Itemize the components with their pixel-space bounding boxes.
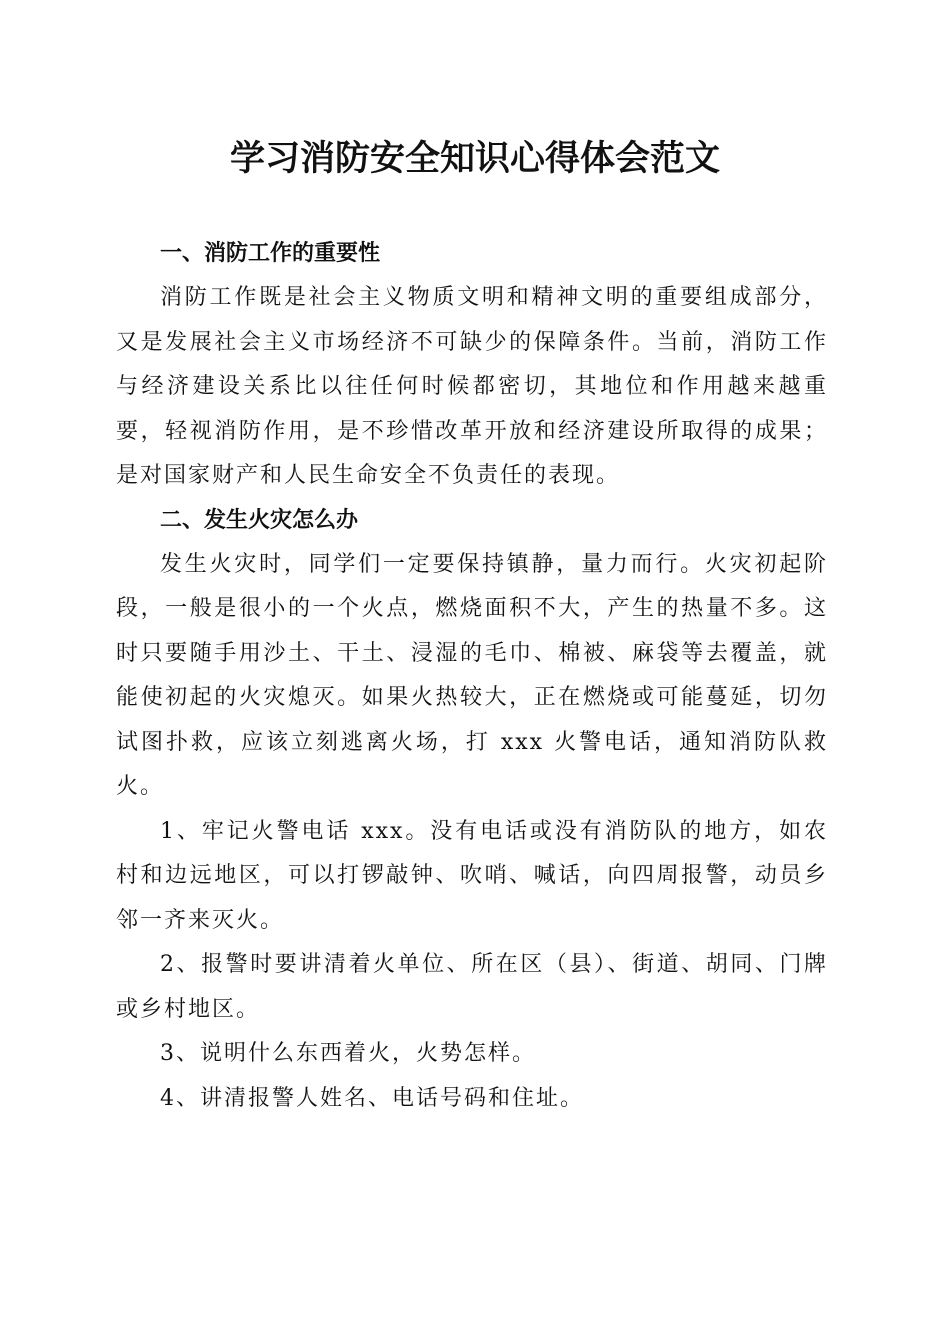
numbered-item: 4、讲清报警人姓名、电话号码和住址。: [160, 1085, 584, 1111]
numbered-item: 3、说明什么东西着火，火势怎样。: [160, 1041, 536, 1066]
body-paragraph: 消防工作既是社会主义物质文明和精神文明的重要组成部分，又是发展社会主义市场经济不可缺少的保障条件。当前，消防工作与经济建设关系比以往任何时候都密切，其地位和作用越来越重要，轻视消防作用，是不珍惜改革开放和经济建设所取得的成果；是对国家财产和人民生命安全不负责任的表现。: [116, 285, 828, 488]
section-heading: 一、消防工作的重要性: [160, 241, 381, 266]
numbered-item: 2、报警时要讲清着火单位、所在区（县）、街道、胡同、门牌或乡村地区。: [116, 952, 828, 1022]
numbered-item: 1、牢记火警电话 xxx。没有电话或没有消防队的地方，如农村和边远地区，可以打锣敲钟、吹哨、喊话，向四周报警，动员乡邻一齐来灭火。: [116, 818, 828, 933]
body-paragraph: 发生火灾时，同学们一定要保持镇静，量力而行。火灾初起阶段，一般是很小的一个火点，燃烧面积不大，产生的热量不多。这时只要随手用沙土、干土、浸湿的毛巾、棉被、麻袋等去覆盖，就能使初起的火灾熄灭。如果火热较大，正在燃烧或可能蔓延，切勿试图扑救，应该立刻逃离火场，打 xxx 火警电话，通知消防队救火。: [116, 551, 828, 799]
document-title: 学习消防安全知识心得体会范文: [229, 138, 720, 179]
section-fire-response: [116, 499, 828, 1122]
section-heading: 二、发生火灾怎么办: [160, 507, 359, 533]
document-body: [116, 232, 828, 1121]
section-importance: [116, 232, 828, 499]
